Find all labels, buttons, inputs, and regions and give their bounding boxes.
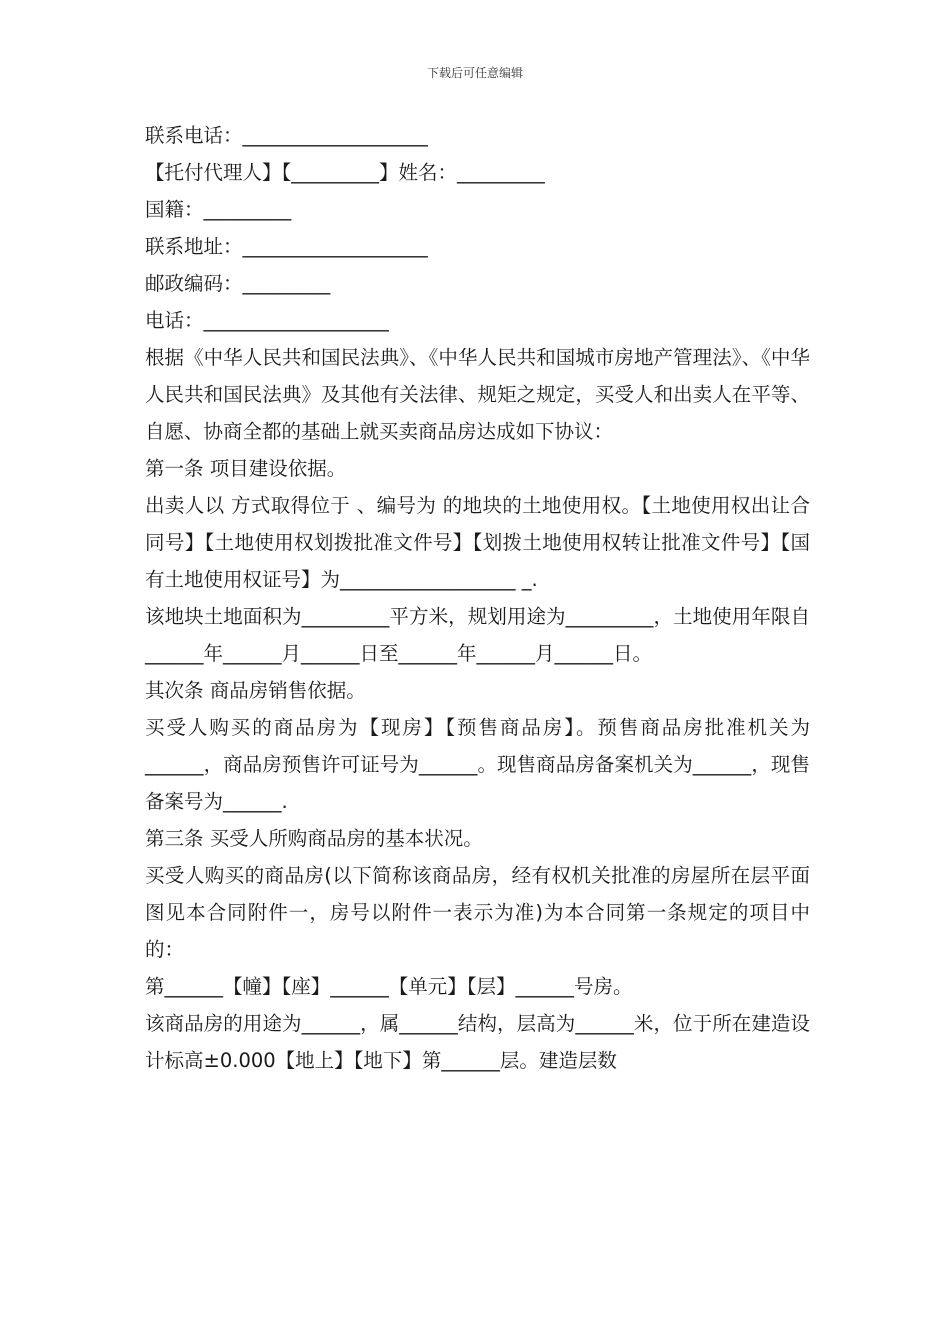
contact-address-line: 联系地址：___________________ [145, 235, 428, 258]
unit-number-line: 第______【幢】【座】______【单元】【层】______号房。 [145, 975, 633, 998]
document-body [145, 117, 810, 1079]
sales-basis-paragraph: 买受人购买的商品房为【现房】【预售商品房】。预售商品房批准机关为______，商品房预售许可证号为______。现售商品房备案机关为______，现售备案号为______. [145, 716, 810, 813]
postal-code-line: 邮政编码：_________ [145, 272, 331, 295]
page-header: 下载后可任意编辑 [426, 66, 523, 80]
nationality-line: 国籍：_________ [145, 198, 292, 221]
phone-line: 电话：___________________ [145, 309, 389, 332]
property-use-paragraph: 该商品房的用途为______，属______结构，层高为______米，位于所在建造设计标高±0.000【地上】【地下】第______层。建造层数 [145, 1012, 810, 1072]
land-use-rights-paragraph: 出卖人以 方式取得位于 、编号为 的地块的土地使用权。【土地使用权出让合同号】【土地使用权划拨批准文件号】【划拨土地使用权转让批准文件号】【国有土地使用权证号】为__________________ _. [145, 494, 810, 591]
preamble-paragraph: 根据《中华人民共和国民法典》、《中华人民共和国城市房地产管理法》、《中华人民共和国民法典》及其他有关法律、规矩之规定，买受人和出卖人在平等、自愿、协商全都的基础上就买卖商品房达成如下协议： [145, 346, 810, 443]
article-2-heading: 其次条 商品房销售依据。 [145, 679, 366, 702]
article-1-heading: 第一条 项目建设依据。 [145, 457, 347, 480]
contact-phone-line: 联系电话：___________________ [145, 124, 428, 147]
article-3-heading: 第三条 买受人所购商品房的基本状况。 [145, 827, 483, 850]
property-description-paragraph: 买受人购买的商品房(以下简称该商品房，经有权机关批准的房屋所在层平面图见本合同附件一，房号以附件一表示为准)为本合同第一条规定的项目中的： [145, 864, 810, 961]
agent-line: 【托付代理人】【_________】姓名：_________ [145, 161, 545, 184]
land-area-paragraph: 该地块土地面积为_________平方米，规划用途为_________，土地使用年限自______年______月______日至______年______月______日。 [145, 605, 810, 665]
